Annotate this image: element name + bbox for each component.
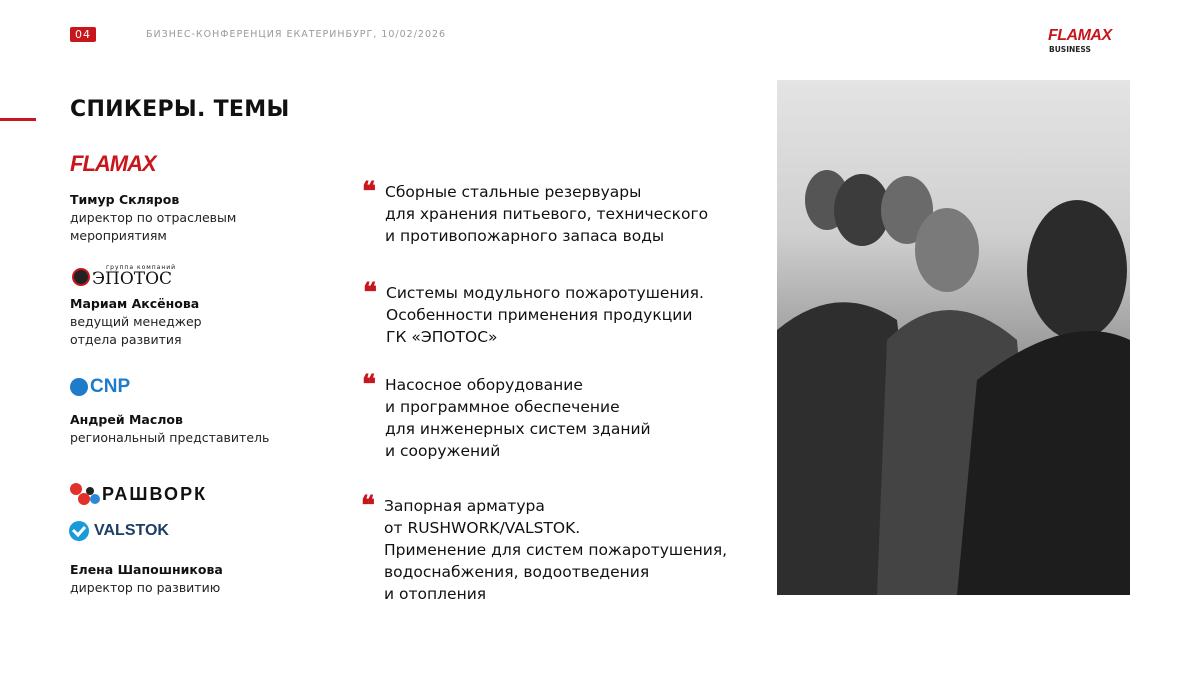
valstok-emblem-icon bbox=[68, 520, 90, 542]
rushwork-logo bbox=[68, 481, 207, 507]
speaker-name: Андрей Маслов bbox=[70, 412, 183, 427]
page-title: СПИКЕРЫ. ТЕМЫ bbox=[70, 97, 290, 122]
speaker-role: мероприятиям bbox=[70, 228, 167, 243]
logo-text: ЭПОТОС bbox=[92, 269, 173, 289]
speaker-role: ведущий менеджер bbox=[70, 314, 202, 329]
quote-icon: ❝ bbox=[362, 370, 376, 400]
speaker-role: региональный представитель bbox=[70, 430, 270, 445]
topic-line: и отопления bbox=[384, 585, 487, 603]
topic-2 bbox=[363, 278, 704, 348]
speaker-2 bbox=[70, 296, 202, 349]
speaker-name: Мариам Аксёнова bbox=[70, 296, 200, 311]
topic-line: Сборные стальные резервуары bbox=[385, 183, 642, 201]
brand-sub: BUSINESS bbox=[1049, 45, 1091, 54]
rushwork-emblem-icon bbox=[68, 481, 102, 507]
topic-line: и программное обеспечение bbox=[385, 398, 620, 416]
quote-icon: ❝ bbox=[362, 177, 376, 207]
brand-logo: FLAMAX bbox=[1048, 27, 1112, 44]
accent-line bbox=[0, 118, 36, 121]
cnp-logo bbox=[70, 376, 130, 398]
topic-4 bbox=[361, 491, 728, 605]
topic-1 bbox=[362, 177, 709, 247]
logo-sub: группа компаний bbox=[106, 264, 177, 271]
cnp-emblem-icon bbox=[70, 378, 88, 396]
topic-line: от RUSHWORK/VALSTOK. bbox=[384, 519, 581, 537]
speaker-name: Елена Шапошникова bbox=[70, 562, 223, 577]
speaker-4 bbox=[70, 562, 223, 597]
logo-text: CNP bbox=[90, 376, 131, 397]
topic-line: Насосное оборудование bbox=[385, 376, 583, 394]
speaker-1 bbox=[70, 192, 236, 245]
quote-icon: ❝ bbox=[361, 491, 375, 521]
speaker-name: Тимур Скляров bbox=[70, 192, 180, 207]
speaker-role: отдела развития bbox=[70, 332, 182, 347]
page-number: 04 bbox=[70, 27, 96, 42]
audience-silhouettes bbox=[777, 80, 1130, 595]
topic-3 bbox=[362, 370, 651, 462]
topic-line: водоснабжения, водоотведения bbox=[384, 563, 650, 581]
logo-text: VALSTOK bbox=[94, 522, 169, 539]
flamax-logo: FLAMAX bbox=[70, 151, 156, 176]
topic-line: и сооружений bbox=[385, 442, 501, 460]
valstok-logo bbox=[68, 520, 169, 542]
speaker-role: директор по развитию bbox=[70, 580, 221, 595]
topic-line: для инженерных систем зданий bbox=[385, 420, 651, 438]
speaker-role: директор по отраслевым bbox=[70, 210, 237, 225]
logo-text: РАШВОРК bbox=[102, 483, 208, 504]
topic-line: Применение для систем пожаротушения, bbox=[384, 541, 728, 559]
epotos-emblem-icon bbox=[72, 268, 90, 286]
speaker-3 bbox=[70, 412, 269, 447]
conference-label: БИЗНЕС-КОНФЕРЕНЦИЯ ЕКАТЕРИНБУРГ, 10/02/2026 bbox=[146, 29, 447, 40]
topic-line: ГК «ЭПОТОС» bbox=[386, 328, 498, 346]
topic-line: и противопожарного запаса воды bbox=[385, 227, 665, 245]
topic-line: Особенности применения продукции bbox=[386, 306, 693, 324]
audience-photo bbox=[777, 80, 1130, 595]
topic-line: Системы модульного пожаротушения. bbox=[386, 284, 704, 302]
quote-icon: ❝ bbox=[363, 278, 377, 308]
topic-line: для хранения питьевого, технического bbox=[385, 205, 709, 223]
topic-line: Запорная арматура bbox=[384, 497, 545, 515]
